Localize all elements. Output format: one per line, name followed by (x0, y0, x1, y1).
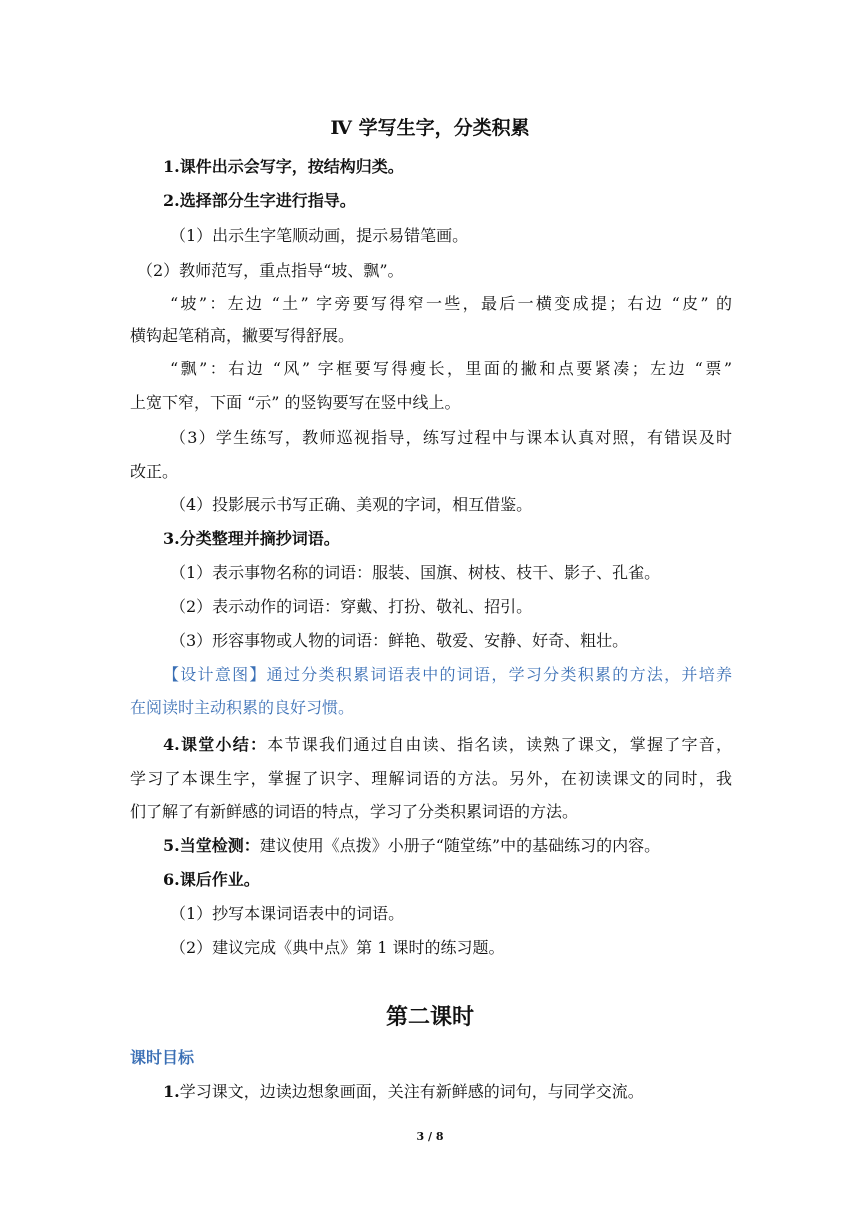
section-title: Ⅳ 学写生字，分类积累 (330, 117, 530, 139)
sub-step-2-3-line-2: 改正。 (130, 462, 179, 481)
step-1: 1.课件出示会写字，按结构归类。 (163, 157, 404, 176)
sub-step-3-2: （2）表示动作的词语：穿戴、打扮、敬礼、招引。 (170, 597, 533, 616)
summary-label: 4.课堂小结： (163, 735, 268, 754)
page-number: 3 / 8 (416, 1130, 444, 1143)
summary-text: 本节课我们通过自由读、指名读，读熟了课文，掌握了字音， (267, 735, 732, 754)
check-text: 建议使用《点拨》小册子“随堂练”中的基础练习的内容。 (259, 836, 661, 855)
step-6: 6.课后作业。 (163, 870, 260, 889)
objectives-heading: 课时目标 (130, 1048, 195, 1067)
summary-line-3: 们了解了有新鲜感的词语的特点，学习了分类积累词语的方法。 (130, 802, 579, 821)
sub-step-2-3-line-1: （3）学生练写，教师巡视指导，练写过程中与课本认真对照，有错误及时 (170, 428, 732, 447)
step-2: 2.选择部分生字进行指导。 (163, 191, 356, 210)
sub-step-2-2: （2）教师范写，重点指导“坡、飘”。 (137, 261, 404, 280)
sub-step-2-1: （1）出示生字笔顺动画，提示易错笔画。 (170, 226, 469, 245)
objective-1-number: 1. (163, 1082, 180, 1101)
check-label: 5.当堂检测： (163, 836, 260, 855)
check-line (163, 836, 660, 856)
step-3: 3.分类整理并摘抄词语。 (163, 529, 340, 548)
objective-1-text: 学习课文，边读边想象画面，关注有新鲜感的词句，与同学交流。 (179, 1082, 644, 1101)
homework-1: （1）抄写本课词语表中的词语。 (170, 904, 405, 923)
objective-1 (163, 1082, 644, 1102)
design-intent-line-2: 在阅读时主动积累的良好习惯。 (130, 698, 355, 717)
summary-line-2: 学习了本课生字，掌握了识字、理解词语的方法。另外，在初读课文的同时，我 (130, 769, 732, 788)
design-intent-line-1: 【设计意图】通过分类积累词语表中的词语，学习分类积累的方法，并培养 (163, 665, 732, 684)
summary-line-1 (163, 735, 732, 755)
lesson-title: 第二课时 (385, 1004, 474, 1030)
sub-step-3-1: （1）表示事物名称的词语：服装、国旗、树枝、枝干、影子、孔雀。 (170, 563, 661, 582)
piao-guide-line-1: “飘”：右边 “风” 字框要写得瘦长，里面的撇和点要紧凑；左边 “票” (170, 359, 732, 378)
sub-step-2-4: （4）投影展示书写正确、美观的字词，相互借鉴。 (170, 495, 533, 514)
homework-2: （2）建议完成《典中点》第 1 课时的练习题。 (170, 938, 505, 957)
piao-guide-line-2: 上宽下窄，下面 “示” 的竖钩要写在竖中线上。 (130, 393, 461, 412)
sub-step-3-3: （3）形容事物或人物的词语：鲜艳、敬爱、安静、好奇、粗壮。 (170, 631, 629, 650)
po-guide-line-1: “坡”：左边 “土” 字旁要写得窄一些，最后一横变成提；右边 “皮” 的 (170, 294, 732, 313)
po-guide-line-2: 横钩起笔稍高，撇要写得舒展。 (130, 326, 355, 345)
